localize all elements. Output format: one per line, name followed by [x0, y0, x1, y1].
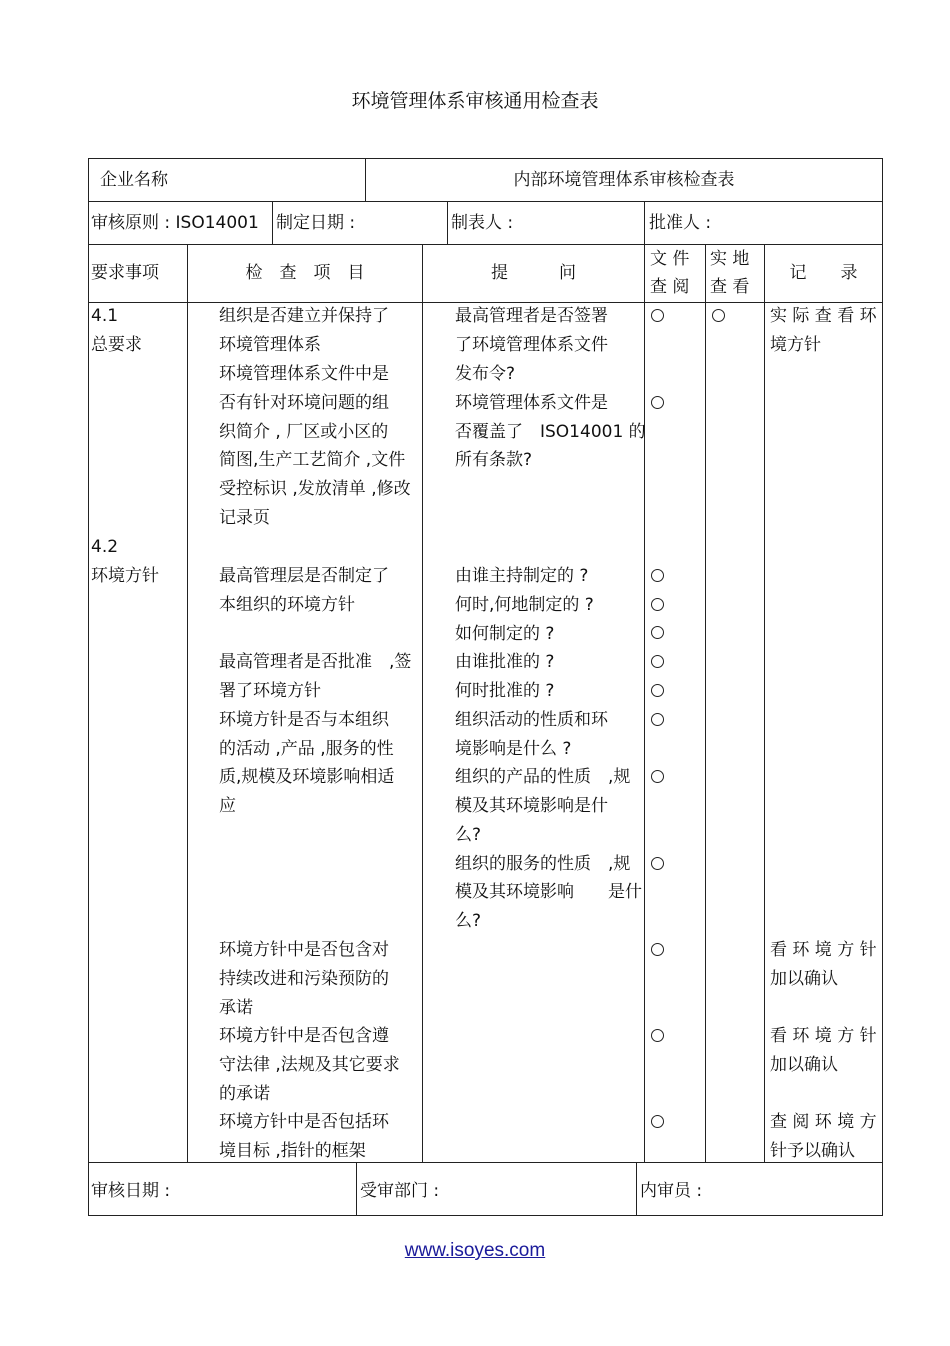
col-site-check-2: 查 看	[710, 277, 750, 297]
question-line: 最高管理者是否签署	[455, 306, 608, 326]
check-item-line: 最高管理者是否批准 ,签	[219, 652, 412, 672]
question-line: 何时,何地制定的 ?	[455, 595, 594, 615]
check-item-line: 本组织的环境方针	[219, 595, 355, 615]
record-line: 看 环 境 方 针	[770, 940, 877, 960]
check-item-line: 环境方针中是否包括环	[219, 1112, 389, 1132]
check-item-line: 境目标 ,指针的框架	[219, 1141, 366, 1161]
circle-icon	[651, 770, 664, 783]
circle-icon	[651, 857, 664, 870]
question-line: 由谁批准的 ?	[455, 652, 555, 672]
check-item-line: 组织是否建立并保持了	[219, 306, 389, 326]
circle-icon	[651, 713, 664, 726]
circle-icon	[651, 943, 664, 956]
question-line: 环境管理体系文件是	[455, 393, 608, 413]
record-line: 实 际 查 看 环	[770, 306, 877, 326]
circle-icon	[712, 309, 725, 322]
col-requirement: 要求事项	[91, 263, 159, 283]
req-4-1-name: 总要求	[91, 335, 142, 355]
question-line: 否覆盖了 ISO14001 的	[455, 422, 646, 442]
check-item-line: 环境管理体系	[219, 335, 321, 355]
question-line: 组织的服务的性质 ,规	[455, 854, 631, 874]
check-item-line: 环境管理体系文件中是	[219, 364, 389, 384]
question-line: 发布令?	[455, 364, 516, 384]
check-item-line: 持续改进和污染预防的	[219, 969, 389, 989]
approver-label: 批准人 :	[649, 213, 712, 233]
col-site-check-1: 实 地	[710, 249, 750, 269]
made-date-label: 制定日期 :	[276, 213, 356, 233]
check-item-line: 守法律 ,法规及其它要求	[219, 1055, 400, 1075]
check-item-line: 的承诺	[219, 1084, 270, 1104]
record-line: 针予以确认	[770, 1141, 855, 1161]
preparer-label: 制表人 :	[451, 213, 514, 233]
circle-icon	[651, 684, 664, 697]
question-line: 由谁主持制定的 ?	[455, 566, 589, 586]
check-item-line: 简图,生产工艺简介 ,文件	[219, 450, 406, 470]
footer-link[interactable]: www.isoyes.com	[404, 1240, 546, 1261]
question-line: 所有条款?	[455, 450, 533, 470]
col-record: 记 录	[789, 263, 858, 283]
check-item-line: 质,规模及环境影响相适	[219, 767, 395, 787]
question-line: 组织的产品的性质 ,规	[455, 767, 631, 787]
circle-icon	[651, 569, 664, 582]
record-line: 看 环 境 方 针	[770, 1026, 877, 1046]
company-name-label: 企业名称	[100, 170, 168, 190]
req-4-2-number: 4.2	[91, 537, 119, 557]
question-line: 境影响是什么 ?	[455, 739, 572, 759]
col-question: 提 问	[491, 263, 576, 283]
audit-principle: 审核原则 : ISO14001	[91, 213, 259, 233]
check-item-line: 环境方针中是否包含遵	[219, 1026, 389, 1046]
record-line: 加以确认	[770, 1055, 838, 1075]
auditor-label: 内审员 :	[640, 1181, 703, 1201]
col-doc-review-1: 文 件	[650, 249, 690, 269]
check-item-line: 最高管理层是否制定了	[219, 566, 389, 586]
form-title: 内部环境管理体系审核检查表	[513, 170, 735, 190]
circle-icon	[651, 626, 664, 639]
question-line: 如何制定的 ?	[455, 624, 555, 644]
col-check-item: 检 查 项 目	[245, 263, 365, 283]
question-line: 了环境管理体系文件	[455, 335, 608, 355]
question-line: 模及其环境影响是什	[455, 796, 608, 816]
circle-icon	[651, 1029, 664, 1042]
audited-dept-label: 受审部门 :	[360, 1181, 440, 1201]
audit-date-label: 审核日期 :	[91, 1181, 171, 1201]
check-item-line: 署了环境方针	[219, 681, 321, 701]
question-line: 么?	[455, 825, 482, 845]
record-line: 查 阅 环 境 方	[770, 1112, 877, 1132]
check-item-line: 承诺	[219, 998, 253, 1018]
circle-icon	[651, 309, 664, 322]
question-line: 模及其环境影响 是什	[455, 882, 642, 902]
check-item-line: 织简介 , 厂区或小区的	[219, 422, 389, 442]
record-line: 加以确认	[770, 969, 838, 989]
footer	[0, 1240, 950, 1262]
col-doc-review-2: 查 阅	[650, 277, 690, 297]
circle-icon	[651, 655, 664, 668]
check-item-line: 应	[219, 796, 236, 816]
question-line: 组织活动的性质和环	[455, 710, 608, 730]
check-item-line: 记录页	[219, 508, 270, 528]
circle-icon	[651, 1115, 664, 1128]
record-line: 境方针	[770, 335, 821, 355]
check-item-line: 否有针对环境问题的组	[219, 393, 389, 413]
req-4-1-number: 4.1	[91, 306, 119, 326]
question-line: 么?	[455, 911, 482, 931]
check-item-line: 受控标识 ,发放清单 ,修改	[219, 479, 411, 499]
req-4-2-name: 环境方针	[91, 566, 159, 586]
question-line: 何时批准的 ?	[455, 681, 555, 701]
check-item-line: 的活动 ,产品 ,服务的性	[219, 739, 394, 759]
document-title: 环境管理体系审核通用检查表	[351, 90, 599, 112]
check-item-line: 环境方针是否与本组织	[219, 710, 389, 730]
check-item-line: 环境方针中是否包含对	[219, 940, 389, 960]
circle-icon	[651, 598, 664, 611]
circle-icon	[651, 396, 664, 409]
